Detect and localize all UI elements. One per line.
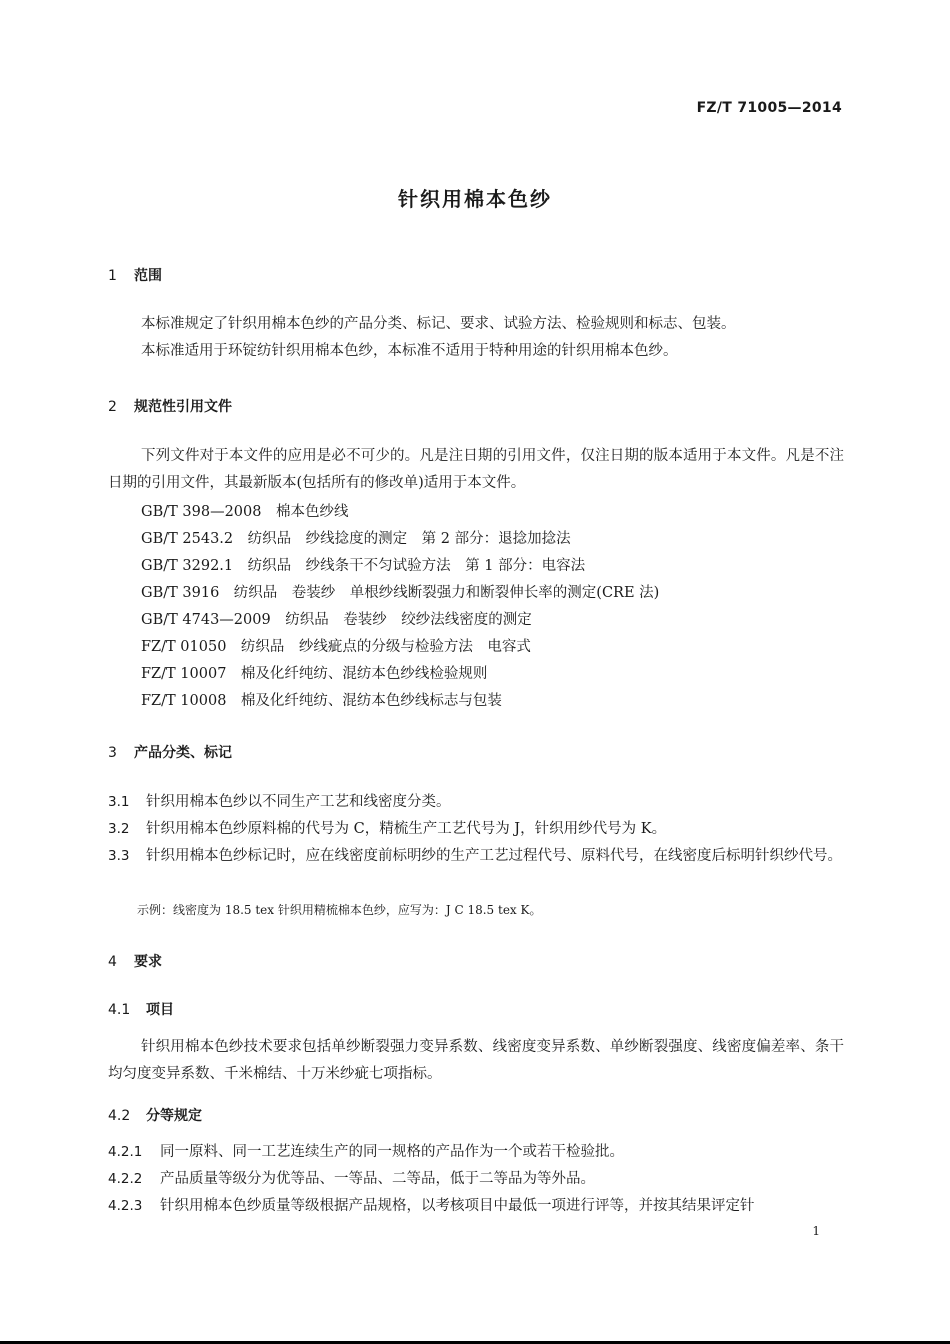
section-number: 3 — [108, 745, 117, 761]
section-heading-1 — [108, 265, 162, 285]
clause-number: 3.1 — [108, 794, 130, 810]
clause-3-3 — [108, 843, 844, 870]
clause-4-2-1 — [108, 1139, 844, 1166]
section-title: 要求 — [134, 954, 162, 970]
reference-item: GB/T 4743—2009 纺织品 卷装纱 绞纱法线密度的测定 — [141, 612, 532, 628]
section-number: 1 — [108, 268, 117, 284]
example-note: 示例：线密度为 18.5 tex 针织用精梳棉本色纱，应写为：J C 18.5 tex K。 — [137, 903, 542, 917]
section-title: 规范性引用文件 — [134, 399, 232, 415]
subsection-number: 4.2 — [108, 1108, 131, 1124]
clause-3-1 — [108, 789, 844, 816]
scope-paragraph-2: 本标准适用于环锭纺针织用棉本色纱，本标准不适用于特种用途的针织用棉本色纱。 — [141, 343, 678, 359]
reference-item: GB/T 398—2008 棉本色纱线 — [141, 504, 349, 520]
clause-number: 4.2.3 — [108, 1198, 143, 1214]
clause-text: 针织用棉本色纱以不同生产工艺和线密度分类。 — [146, 794, 451, 810]
reference-item: FZ/T 10007 棉及化纤纯纺、混纺本色纱线检验规则 — [141, 666, 488, 682]
clause-text: 针织用棉本色纱标记时，应在线密度前标明纱的生产工艺过程代号、原料代号，在线密度后标明针织纱代号。 — [146, 848, 842, 864]
section-heading-4 — [108, 951, 162, 971]
section-title: 范围 — [134, 268, 162, 284]
reference-item: GB/T 3916 纺织品 卷装纱 单根纱线断裂强力和断裂伸长率的测定(CRE 法) — [141, 585, 660, 601]
clause-text: 针织用棉本色纱质量等级根据产品规格，以考核项目中最低一项进行评等，并按其结果评定针 — [160, 1198, 755, 1214]
clause-4-2-3 — [108, 1193, 844, 1220]
reference-item: FZ/T 10008 棉及化纤纯纺、混纺本色纱线标志与包装 — [141, 693, 502, 709]
subsection-heading-4-2 — [108, 1105, 202, 1125]
clause-text: 产品质量等级分为优等品、一等品、二等品，低于二等品为等外品。 — [160, 1171, 595, 1187]
section-title: 产品分类、标记 — [134, 745, 232, 761]
scope-paragraph-1: 本标准规定了针织用棉本色纱的产品分类、标记、要求、试验方法、检验规则和标志、包装。 — [141, 316, 736, 332]
reference-item: GB/T 2543.2 纺织品 纱线捻度的测定 第 2 部分：退捻加捻法 — [141, 531, 571, 547]
document-title: 针织用棉本色纱 — [398, 187, 552, 211]
reference-item: FZ/T 01050 纺织品 纱线疵点的分级与检验方法 电容式 — [141, 639, 531, 655]
clause-3-2 — [108, 816, 844, 843]
reference-item: GB/T 3292.1 纺织品 纱线条干不匀试验方法 第 1 部分：电容法 — [141, 558, 586, 574]
clause-4-2-2 — [108, 1166, 844, 1193]
clause-number: 3.3 — [108, 848, 130, 864]
clause-text: 针织用棉本色纱原料棉的代号为 C，精梳生产工艺代号为 J，针织用纱代号为 K。 — [146, 821, 667, 837]
subsection-number: 4.1 — [108, 1002, 131, 1018]
subsection-title: 项目 — [146, 1002, 174, 1018]
clause-number: 4.2.2 — [108, 1171, 143, 1187]
subsection-heading-4-1 — [108, 999, 174, 1019]
section-heading-3 — [108, 742, 232, 762]
clause-text: 同一原料、同一工艺连续生产的同一规格的产品作为一个或若干检验批。 — [160, 1144, 624, 1160]
normative-intro: 下列文件对于本文件的应用是必不可少的。凡是注日期的引用文件，仅注日期的版本适用于本文件。凡是不注日期的引用文件，其最新版本(包括所有的修改单)适用于本文件。 — [108, 448, 844, 491]
clause-number: 4.2.1 — [108, 1144, 143, 1160]
section-number: 2 — [108, 399, 117, 415]
section-number: 4 — [108, 954, 117, 970]
requirements-paragraph: 针织用棉本色纱技术要求包括单纱断裂强力变异系数、线密度变异系数、单纱断裂强度、线密度偏差率、条干均匀度变异系数、千米棉结、十万米纱疵七项指标。 — [108, 1039, 844, 1082]
section-heading-2 — [108, 396, 232, 416]
page-number: 1 — [812, 1224, 820, 1238]
standard-number: FZ/T 71005—2014 — [696, 100, 842, 116]
subsection-title: 分等规定 — [146, 1108, 202, 1124]
clause-number: 3.2 — [108, 821, 130, 837]
